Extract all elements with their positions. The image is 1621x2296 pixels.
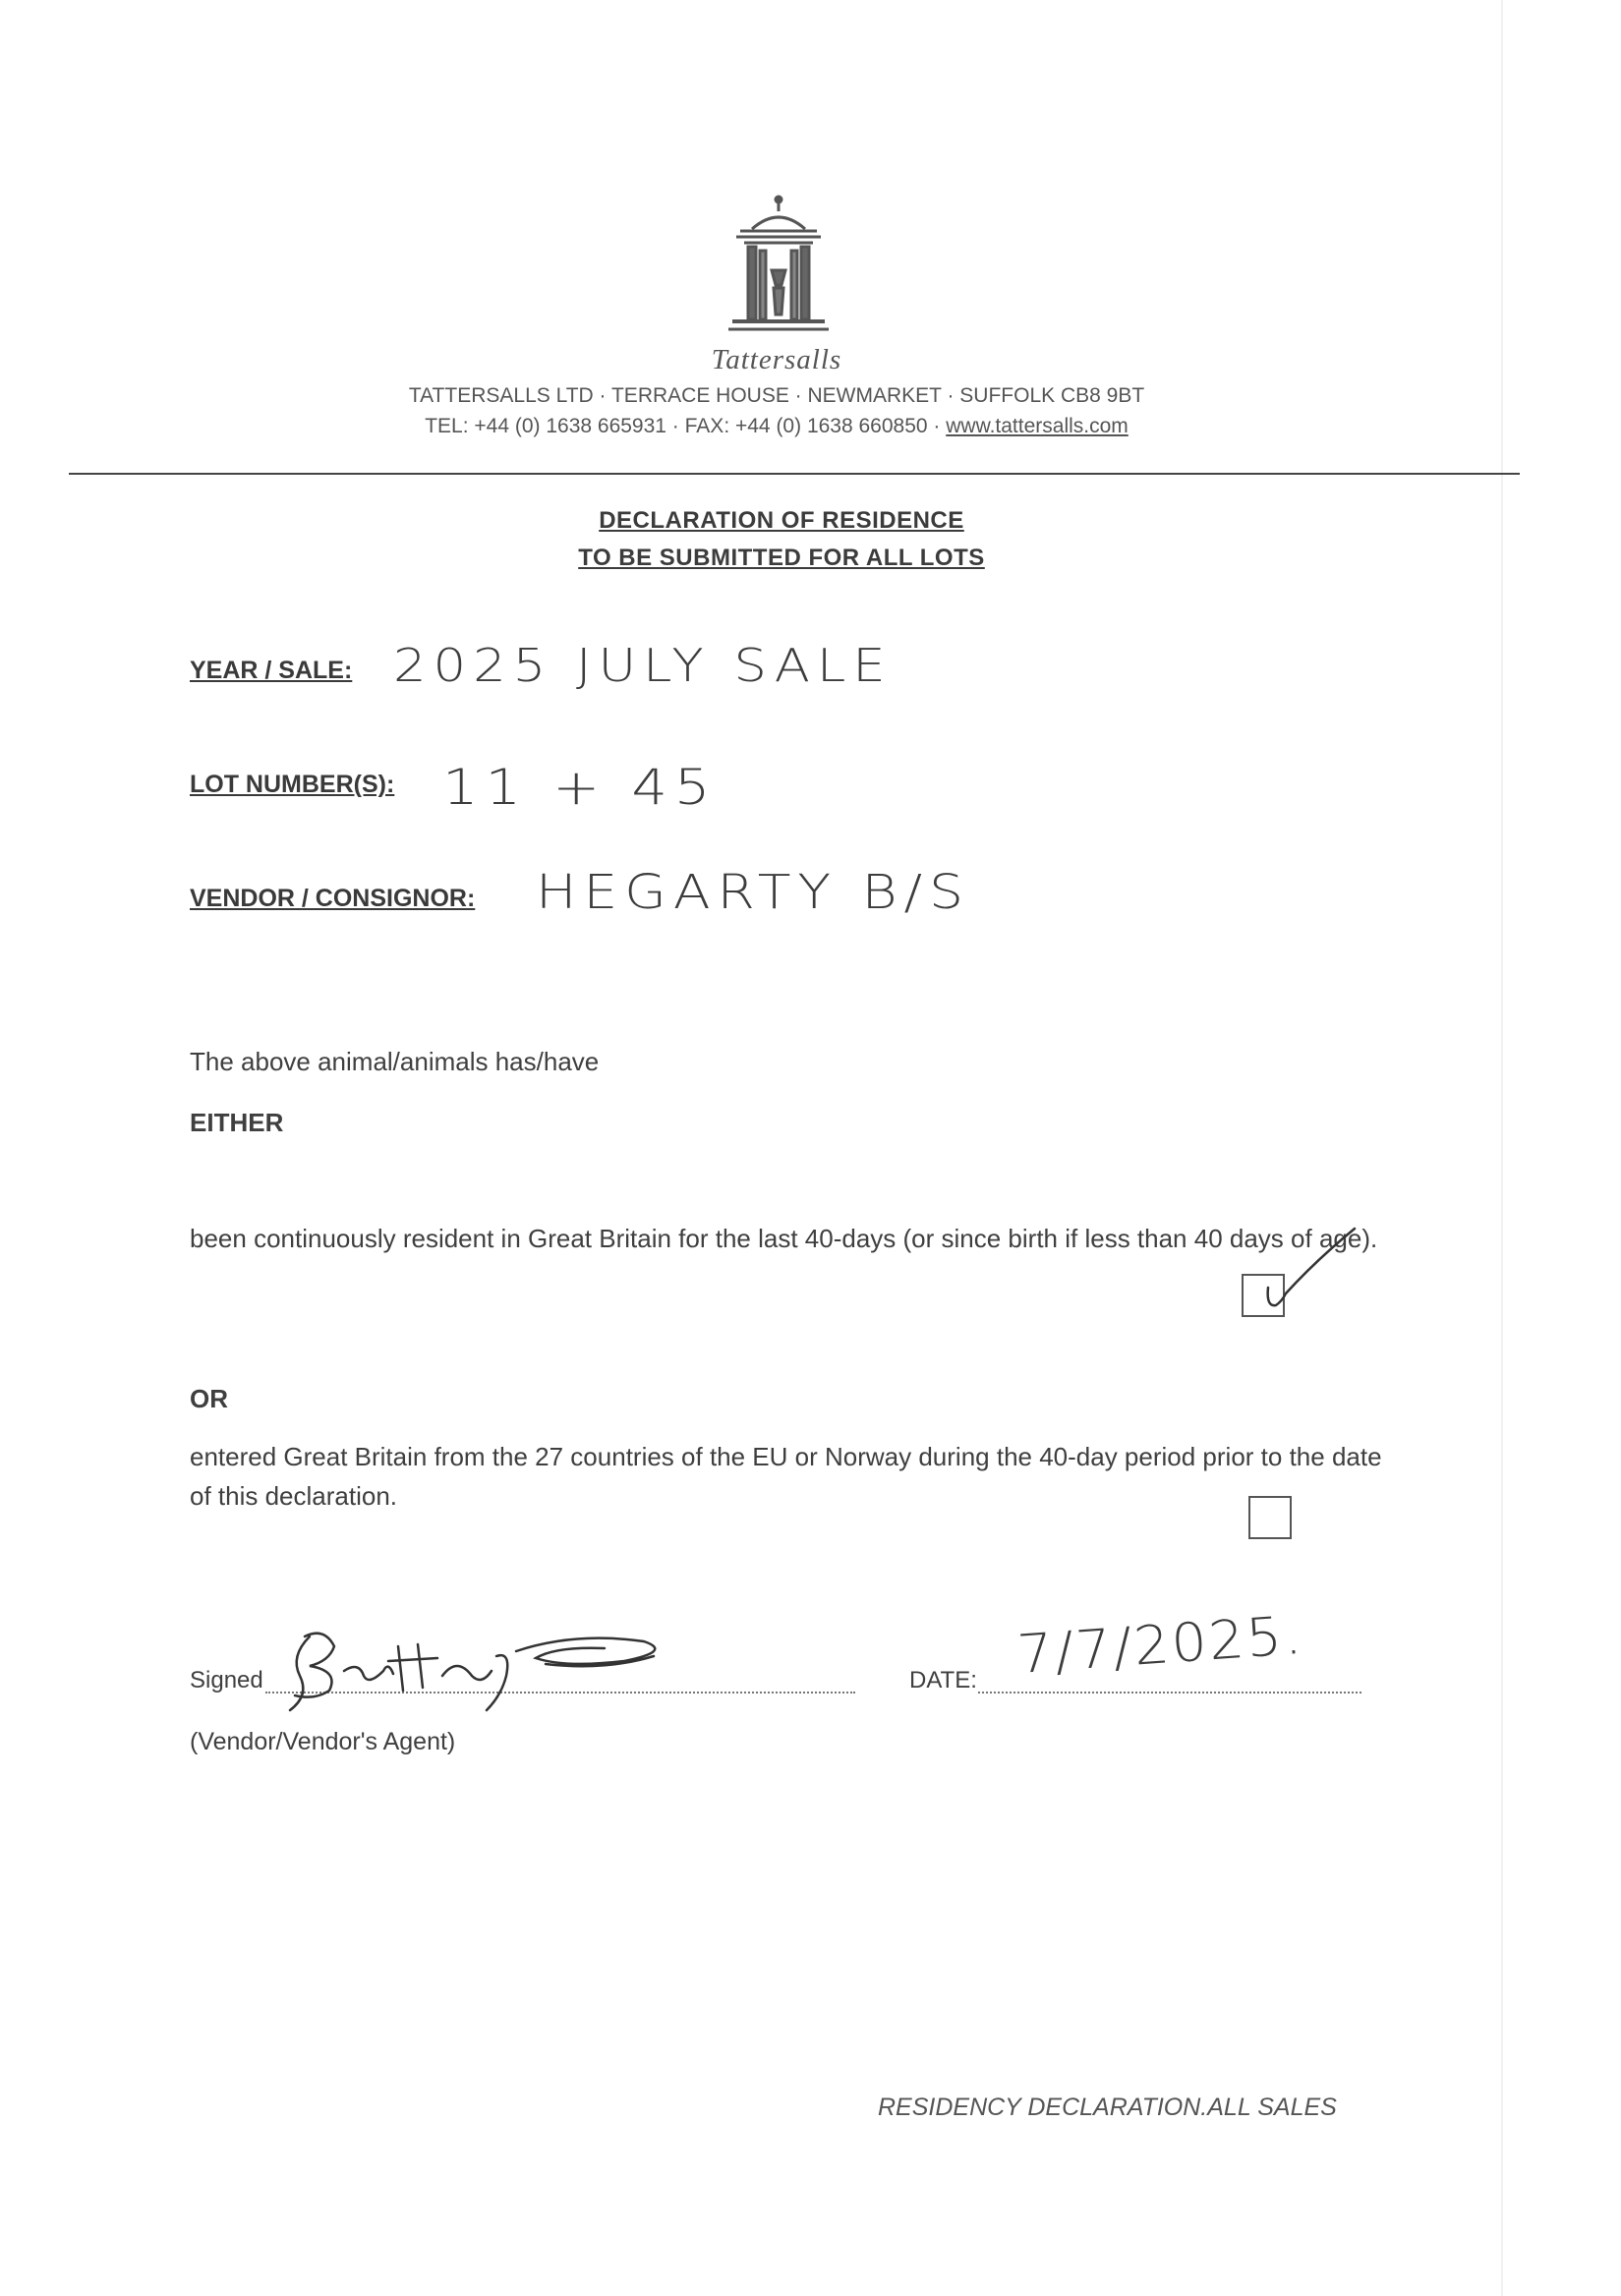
page-edge-shadow bbox=[1501, 0, 1503, 2296]
intro-text: The above animal/animals has/have bbox=[190, 1047, 600, 1076]
or-label: OR bbox=[190, 1384, 228, 1413]
option2-checkbox[interactable] bbox=[1248, 1496, 1292, 1539]
vendor-consignor-label: VENDOR / CONSIGNOR: bbox=[190, 885, 476, 912]
option1-text: been continuously resident in Great Britain for the last 40-days (or since birth if less than 40 days of age). bbox=[190, 1224, 1378, 1253]
year-sale-value[interactable]: 2025 JULY SALE bbox=[393, 639, 893, 692]
year-sale-label: YEAR / SALE: bbox=[190, 657, 353, 684]
date-line bbox=[978, 1691, 1361, 1693]
document-title: DECLARATION OF RESIDENCE bbox=[599, 507, 964, 534]
header-divider bbox=[69, 473, 1520, 475]
checkmark-icon bbox=[1246, 1227, 1364, 1325]
phone-fax-text: TEL: +44 (0) 1638 665931 · FAX: +44 (0) 1638 660850 · bbox=[425, 415, 947, 437]
option2-text: entered Great Britain from the 27 countries of the EU or Norway during the 40-day period prior to the date of this declaration. bbox=[190, 1442, 1382, 1511]
date-value[interactable]: 7/7/2025. bbox=[1014, 1603, 1306, 1686]
contact-line bbox=[295, 415, 1258, 438]
lot-number-value[interactable]: 11 + 45 bbox=[442, 759, 718, 816]
signer-role-label: (Vendor/Vendor's Agent) bbox=[190, 1728, 456, 1755]
logo-script-text: Tattersalls bbox=[711, 344, 842, 375]
signed-label: Signed bbox=[190, 1667, 263, 1693]
either-label: EITHER bbox=[190, 1108, 284, 1137]
vendor-consignor-value[interactable]: HEGARTY B/S bbox=[536, 865, 970, 920]
address-line: TATTERSALLS LTD · TERRACE HOUSE · NEWMARKET · SUFFOLK CB8 9BT bbox=[408, 384, 1145, 407]
lot-number-label: LOT NUMBER(S): bbox=[190, 771, 395, 798]
website-link[interactable]: www.tattersalls.com bbox=[946, 415, 1129, 437]
date-label: DATE: bbox=[909, 1667, 977, 1693]
footer-text: RESIDENCY DECLARATION.ALL SALES bbox=[878, 2094, 1337, 2121]
tattersalls-logo bbox=[723, 192, 836, 339]
document-subtitle: TO BE SUBMITTED FOR ALL LOTS bbox=[578, 545, 985, 571]
handwritten-signature[interactable] bbox=[251, 1617, 664, 1725]
